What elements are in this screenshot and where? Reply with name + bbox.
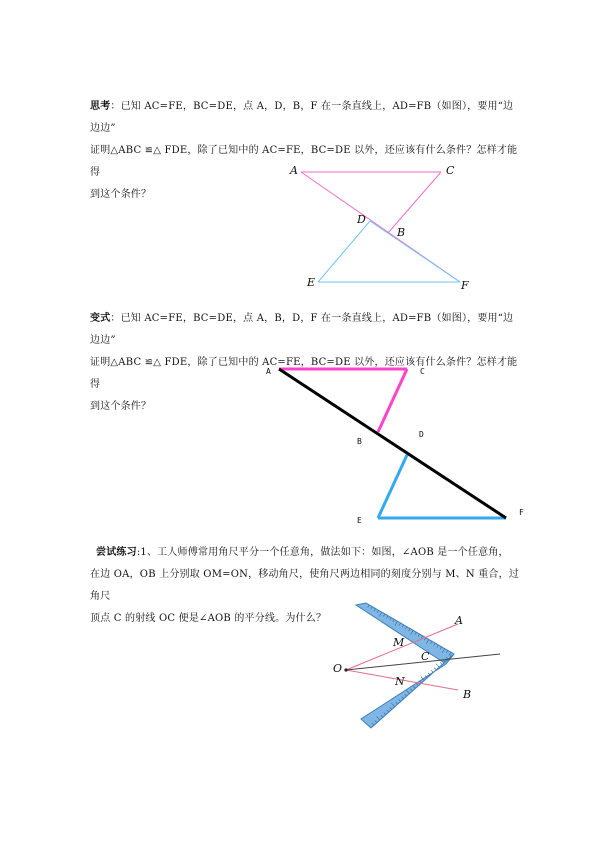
fig1-label-C: C	[446, 164, 455, 177]
fig1-label-F: F	[461, 279, 469, 292]
practice-line-3: 顶点 C 的射线 OC 便是∠AOB 的平分线。为什么？	[90, 613, 327, 624]
fig1-label-D: D	[357, 213, 366, 226]
variant-line-2: 证明△ABC ≌△ FDE，除了已知中的 AC=FE，BC=DE 以外，还应该有什么条件？怎样才能得	[90, 357, 518, 390]
fig3-point-O	[344, 668, 347, 671]
practice-line-2: 在边 OA，OB 上分别取 OM=ON，移动角尺，使角尺两边相同的刻度分别与 M、N 重合，过角尺	[90, 569, 520, 602]
think-heading: 思考	[90, 101, 111, 112]
fig3-ruler-upper-arm	[356, 603, 454, 664]
fig1-label-B: B	[397, 226, 406, 239]
fig1-label-A: A	[290, 164, 298, 177]
variant-line-3: 到这个条件？	[90, 401, 152, 412]
fig3-label-B: B	[463, 688, 472, 701]
fig3-label-O: O	[333, 662, 343, 675]
fig2-label-F: F	[519, 508, 524, 517]
variant-line-1: 变式：已知 AC=FE，BC=DE，点 A，B，D，F 在一条直线上，AD=FB（如图），要用“边边边”	[90, 313, 514, 346]
practice-line-1: 尝试练习:1、工人师傅常用角尺平分一个任意角，做法如下：如图，∠AOB 是一个任意角，	[96, 547, 509, 558]
fig2-label-E: E	[357, 516, 362, 525]
fig3-label-M: M	[393, 636, 405, 649]
fig3-label-C: C	[421, 650, 430, 663]
fig2-label-D: D	[419, 430, 424, 439]
think-line-1: 思考：已知 AC=FE，BC=DE，点 A，D，B，F 在一条直线上，AD=FB（如图），要用“边边边”	[90, 101, 514, 134]
fig1-label-E: E	[307, 276, 316, 289]
fig2-label-C: C	[420, 367, 425, 376]
fig2-label-B: B	[357, 437, 362, 446]
think-line-2: 证明△ABC ≌△ FDE，除了已知中的 AC=FE，BC=DE 以外，还应该有什么条件？怎样才能得	[90, 145, 518, 178]
practice-heading: 尝试练习	[96, 547, 137, 558]
fig3-ruler-square	[356, 603, 454, 728]
fig3-label-N: N	[395, 675, 405, 688]
think-line-3: 到这个条件？	[90, 189, 152, 200]
fig2-label-A: A	[266, 367, 271, 376]
fig3-label-A: A	[455, 614, 463, 627]
variant-heading: 变式	[90, 313, 111, 324]
